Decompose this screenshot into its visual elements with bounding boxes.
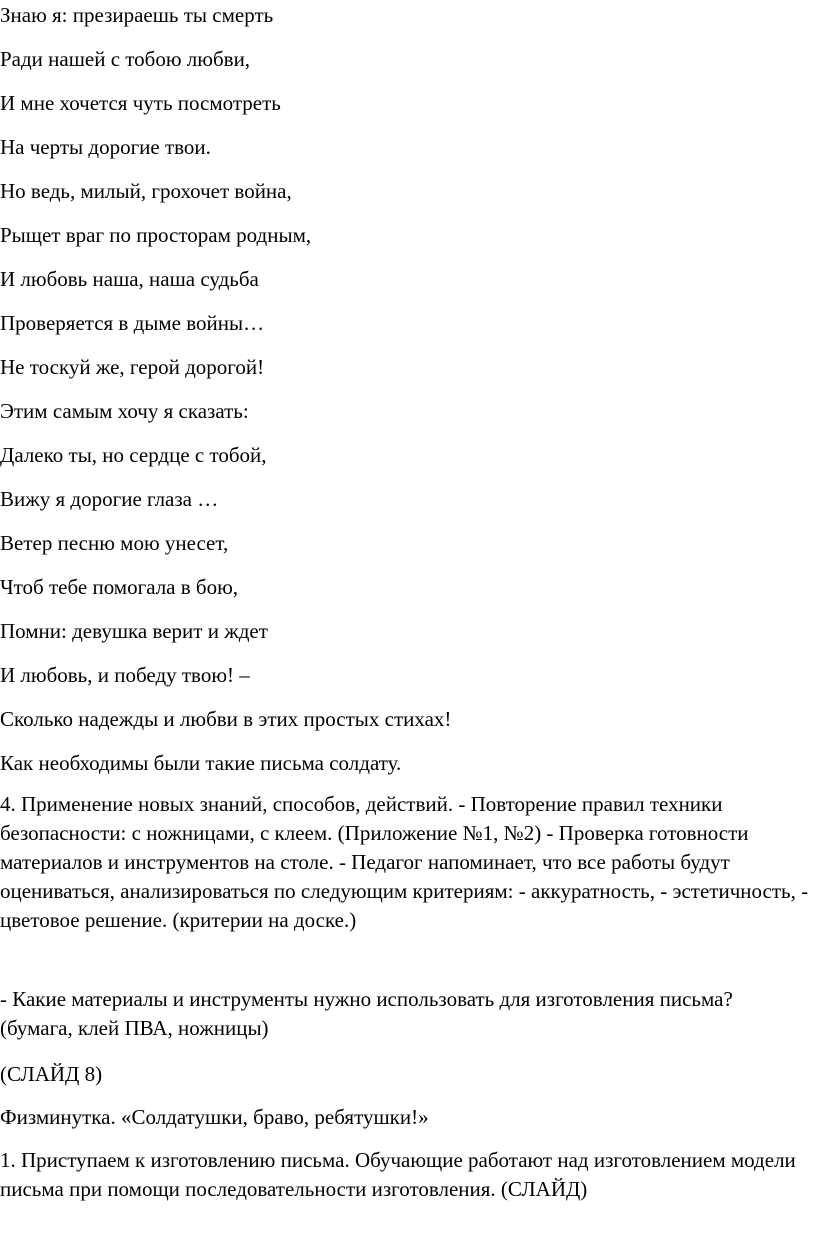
poem-line: Ветер песню мою унесет, (0, 531, 229, 555)
poem-line: Не тоскуй же, герой дорогой! (0, 355, 265, 379)
materials-question: - Какие материалы и инструменты нужно использовать для изготовления письма? (бумага, клей ПВА, ножницы) (0, 987, 733, 1040)
poem-line: Проверяется в дыме войны… (0, 311, 265, 335)
poem-line: На черты дорогие твои. (0, 135, 211, 159)
fizminutka-line: Физминутка. «Солдатушки, браво, ребятушки!» (0, 1105, 429, 1129)
step-1-paragraph: 1. Приступаем к изготовлению письма. Обучающие работают над изготовлением модели письма при помощи последовательности изготовления. (СЛАЙД) (0, 1148, 796, 1201)
poem-line: Вижу я дорогие глаза … (0, 487, 219, 511)
poem-line: Чтоб тебе помогала в бою, (0, 575, 239, 599)
poem-line: Ради нашей с тобою любви, (0, 47, 251, 71)
comment-hope-love: Сколько надежды и любви в этих простых стихах! (0, 707, 452, 731)
poem-line: И любовь наша, наша судьба (0, 267, 259, 291)
poem-line: Но ведь, милый, грохочет война, (0, 179, 292, 203)
poem-line: Далеко ты, но сердце с тобой, (0, 443, 267, 467)
poem-line: Помни: девушка верит и ждет (0, 619, 268, 643)
section-4-paragraph: 4. Применение новых знаний, способов, действий. - Повторение правил техники безопасности: с ножницами, с клеем. (Приложение №1, №2) - Проверка готовности материалов и инструментов на столе. - Педагог напоминает, что все работы будут оцениваться, анализироваться по следующим критериям: - аккуратность, - эстетичность, - цветовое решение. (критерии на доске.) (0, 792, 809, 932)
poem-line: Рыщет враг по просторам родным, (0, 223, 312, 247)
poem-line: Знаю я: презираешь ты смерть (0, 3, 274, 27)
poem-line: И мне хочется чуть посмотреть (0, 91, 281, 115)
comment-letters-needed: Как необходимы были такие письма солдату. (0, 751, 402, 775)
poem-line: Этим самым хочу я сказать: (0, 399, 249, 423)
slide-8-label: (СЛАЙД 8) (0, 1062, 103, 1086)
poem-line: И любовь, и победу твою! – (0, 663, 250, 687)
